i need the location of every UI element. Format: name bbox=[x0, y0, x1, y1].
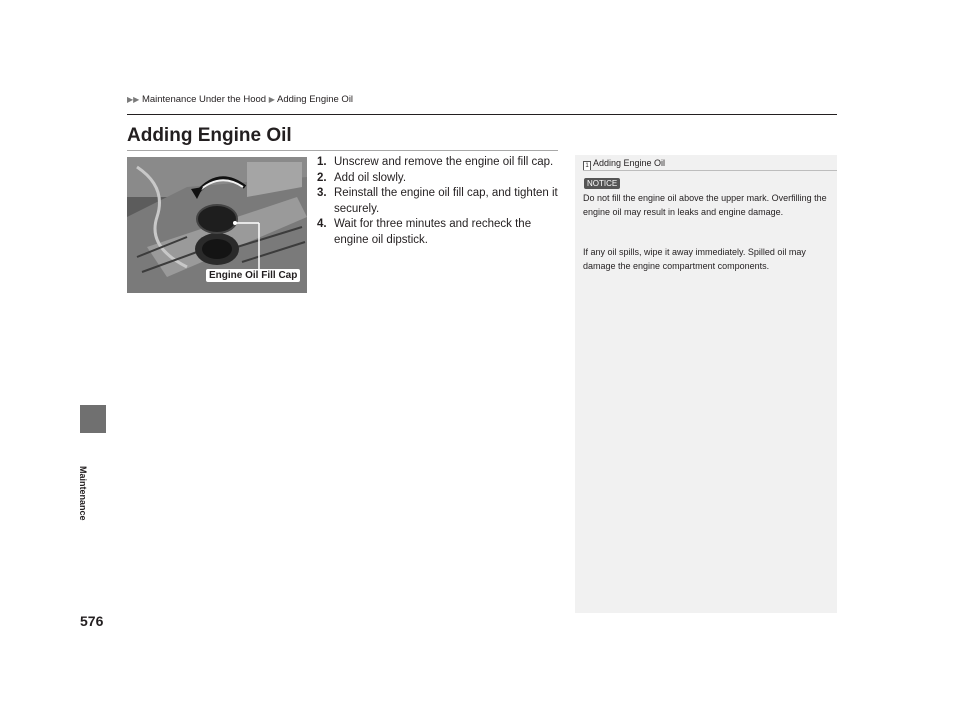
step-text: Reinstall the engine oil fill cap, and tighten it securely. bbox=[334, 187, 558, 215]
note-panel bbox=[575, 155, 837, 613]
step-text: Unscrew and remove the engine oil fill cap. bbox=[334, 156, 554, 168]
step-item bbox=[317, 155, 563, 171]
step-text: Wait for three minutes and recheck the engine oil dipstick. bbox=[334, 218, 532, 246]
step-item bbox=[317, 171, 563, 187]
header-rule bbox=[127, 114, 837, 115]
note-paragraph: If any oil spills, wipe it away immediately. Spilled oil may damage the engine compartment components. bbox=[583, 247, 806, 271]
page-title: Adding Engine Oil bbox=[127, 125, 292, 146]
section-tab-marker bbox=[80, 405, 106, 433]
step-item bbox=[317, 186, 563, 217]
page-number: 576 bbox=[80, 613, 104, 629]
step-number: 4. bbox=[317, 218, 327, 230]
instruction-steps bbox=[317, 155, 563, 248]
section-tab-label: Maintenance bbox=[78, 466, 88, 521]
note-rule bbox=[583, 170, 837, 171]
step-number: 3. bbox=[317, 187, 327, 199]
engine-oil-fill-cap-label: Engine Oil Fill Cap bbox=[206, 269, 300, 282]
title-rule bbox=[127, 150, 558, 151]
step-number: 1. bbox=[317, 156, 327, 168]
breadcrumb-arrow-icon: ▶ bbox=[268, 95, 275, 104]
notice-badge: NOTICE bbox=[584, 178, 620, 189]
breadcrumb-item[interactable]: Maintenance Under the Hood bbox=[141, 94, 267, 105]
breadcrumb bbox=[127, 94, 353, 105]
note-marker-icon: 1 bbox=[583, 161, 591, 171]
breadcrumb-item[interactable]: Adding Engine Oil bbox=[276, 94, 354, 105]
step-text: Add oil slowly. bbox=[334, 171, 407, 184]
note-heading-text: Adding Engine Oil bbox=[593, 158, 666, 168]
breadcrumb-arrow-icon: ▶▶ bbox=[127, 95, 140, 104]
step-item bbox=[317, 217, 563, 248]
note-paragraph: Do not fill the engine oil above the upper mark. Overfilling the engine oil may result in leaks and engine damage. bbox=[583, 193, 827, 217]
step-number: 2. bbox=[317, 171, 327, 184]
